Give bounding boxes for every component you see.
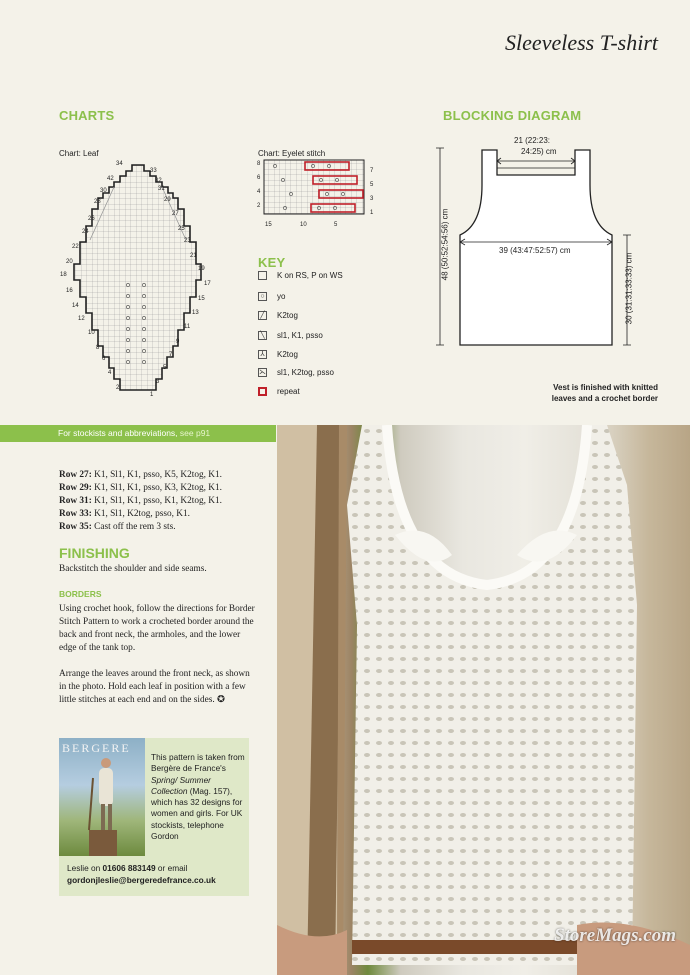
leaf-row-label: 30	[100, 188, 107, 194]
leaf-row-label: 8	[96, 345, 100, 351]
borders-paragraph-1: Using crochet hook, follow the directions for Border Stitch Pattern to work a crocheted border around the back and front neck, the armholes, and the lower edge of the tank top.	[59, 604, 255, 653]
leaf-chart	[70, 160, 210, 400]
eyelet-col-label: 15	[265, 222, 272, 228]
key-item-label: sl1, K1, psso	[277, 331, 323, 340]
cover-figure	[59, 738, 145, 856]
eyelet-row-label: 3	[370, 196, 374, 202]
leaf-row-label: 12	[78, 316, 85, 322]
leaf-row-label: 16	[66, 288, 73, 294]
key-heading: KEY	[258, 255, 286, 270]
row-line: Row 35: Cast off the rem 3 sts.	[59, 522, 176, 532]
model-photo	[277, 425, 690, 975]
row-line: Row 31: K1, Sl1, K1, psso, K1, K2tog, K1.	[59, 496, 222, 506]
leaf-row-label: 17	[204, 281, 211, 287]
leaf-chart-label: Chart: Leaf	[59, 149, 99, 158]
promo-email[interactable]: gordonjleslie@bergeredefrance.co.uk	[67, 875, 216, 885]
leaf-row-label: 23	[184, 238, 191, 244]
stockists-link[interactable]: see p91	[179, 428, 211, 438]
leaf-row-label: 29	[164, 197, 171, 203]
row-line: Row 27: K1, Sl1, K1, psso, K5, K2tog, K1.	[59, 470, 222, 480]
key-item-label: K2tog	[277, 311, 298, 320]
promo-phone: 01606 883149	[102, 863, 156, 873]
stockists-text: For stockists and abbreviations,	[58, 428, 178, 438]
leaf-row-label: 31	[158, 186, 165, 192]
leaf-row-label: 14	[72, 303, 79, 309]
slash-k2tog-icon: ╱	[258, 311, 267, 320]
key-item-label: sl1, K2tog, psso	[277, 368, 334, 377]
leaf-row-label: 21	[190, 253, 197, 259]
eyelet-row-label: 7	[370, 168, 374, 174]
leaf-row-label: 28	[94, 199, 101, 205]
neck-width-label-2: 24:25) cm	[521, 147, 557, 156]
leaf-row-label: 34	[116, 161, 123, 167]
red-repeat-icon	[258, 387, 267, 396]
leaf-row-label: 15	[198, 296, 205, 302]
photo-caption: Vest is finished with knitted leaves and a crochet border	[551, 383, 658, 403]
leaf-row-label: 10	[88, 330, 95, 336]
watermark: StoreMags.com	[554, 925, 676, 946]
leaf-row-label: 26	[88, 216, 95, 222]
eyelet-row-label: 4	[257, 189, 261, 195]
eyelet-row-label: 2	[257, 203, 261, 209]
blocking-heading: BLOCKING DIAGRAM	[443, 108, 582, 123]
page-title: Sleeveless T-shirt	[505, 30, 658, 55]
magazine-cover-image	[59, 738, 145, 856]
leaf-row-label: 13	[192, 310, 199, 316]
leaf-row-label: 3	[156, 379, 160, 385]
eyelet-row-label: 5	[370, 182, 374, 188]
leaf-row-label: 4	[108, 370, 112, 376]
eyelet-col-label: 10	[300, 222, 307, 228]
leaf-row-label: 2	[116, 385, 120, 391]
leaf-row-label: 1	[150, 392, 154, 398]
row-instructions	[59, 469, 259, 534]
leaf-row-label: 22	[72, 244, 79, 250]
key-item-label: yo	[277, 292, 286, 301]
eyelet-col-label: 5	[334, 222, 338, 228]
promo-box	[59, 738, 249, 896]
lower-length-label: 30 (31:31:33:33) cm	[624, 252, 634, 325]
leaf-row-label: 19	[198, 266, 205, 272]
vest-photo-illustration	[277, 425, 690, 975]
k2tog-variant-icon: ⅄	[258, 350, 267, 359]
leaf-row-label: 32	[155, 178, 162, 184]
full-length-label: 48 (50:52:54:56) cm	[440, 208, 450, 281]
leaf-row-label: 25	[178, 226, 185, 232]
row-line: Row 29: K1, Sl1, K1, psso, K3, K2tog, K1.	[59, 483, 222, 493]
promo-text: This pattern is taken from Bergère de France's Spring/ Summer Collection (Mag. 157), which has 32 designs for women and girls. For UK stockists, telephone Gordon	[151, 752, 245, 842]
row-line: Row 33: K1, Sl1, K2tog, psso, K1.	[59, 509, 190, 519]
leaf-row-label: 42	[107, 176, 114, 182]
key-item-label: K2tog	[277, 350, 298, 359]
borders-heading: BORDERS	[59, 589, 102, 599]
backslash-skp-icon: ╲	[258, 331, 267, 340]
leaf-row-label: 5	[163, 365, 167, 371]
blank-square-icon	[258, 271, 267, 280]
leaf-row-label: 9	[176, 339, 180, 345]
chest-width-label: 39 (43:47:52:57) cm	[499, 246, 571, 255]
borders-paragraph-2: Arrange the leaves around the front neck, as shown in the photo. Hold each leaf in position with a few little stitches at each end and on the sides. ✪	[59, 669, 250, 705]
key-item-label: repeat	[277, 387, 300, 396]
leaf-row-label: 27	[172, 211, 179, 217]
eyelet-row-label: 6	[257, 175, 261, 181]
leaf-row-label: 11	[184, 324, 191, 330]
circle-yo-icon: ○	[258, 292, 267, 301]
promo-contact: Leslie on 01606 883149 or email gordonjleslie@bergeredefrance.co.uk	[67, 863, 216, 885]
leaf-row-label: 33	[150, 168, 157, 174]
finishing-text: Backstitch the shoulder and side seams.	[59, 564, 207, 574]
stockists-band	[0, 425, 276, 442]
leaf-row-label: 6	[102, 356, 106, 362]
eyelet-chart	[263, 158, 367, 218]
eyelet-chart-label: Chart: Eyelet stitch	[258, 149, 326, 158]
leaf-row-label: 20	[66, 259, 73, 265]
eyelet-row-label: 1	[370, 210, 374, 216]
charts-heading: CHARTS	[59, 108, 115, 123]
leaf-row-label: 24	[82, 229, 89, 235]
leaf-row-label: 18	[60, 272, 67, 278]
eyelet-row-label: 8	[257, 161, 261, 167]
end-mark-icon: ✪	[217, 695, 225, 705]
key-item-label: K on RS, P on WS	[277, 271, 343, 280]
bergere-logo: BERGERE	[62, 741, 131, 755]
sk2p-icon: ⋋	[259, 369, 266, 376]
finishing-heading: FINISHING	[59, 545, 130, 561]
leaf-row-label: 7	[169, 352, 173, 358]
blocking-diagram	[430, 130, 650, 360]
neck-width-label: 21 (22:23:	[514, 136, 551, 145]
